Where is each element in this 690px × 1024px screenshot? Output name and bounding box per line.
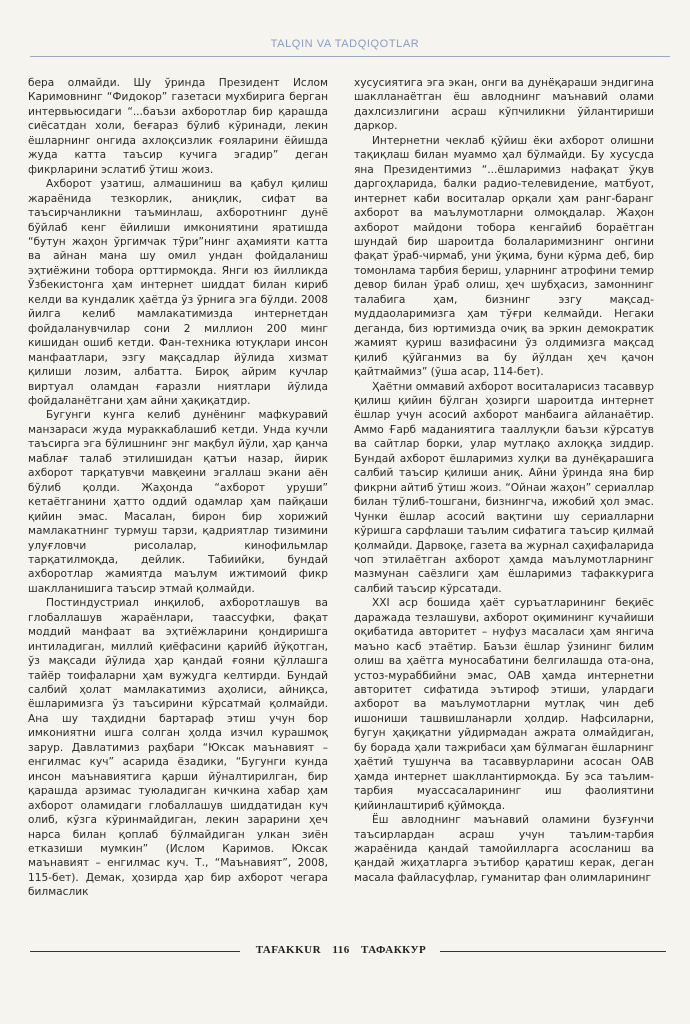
paragraph: Ёш авлоднинг маънавий оламини бузғунчи таъсирлардан асраш учун таълим-тарбия жараёнида қандай тамойилларга асосланиш ва қандай жиҳатларга эътибор қаратиш керак, деган масала файласуфлар, гуманитар фан олимларининг bbox=[354, 814, 654, 884]
paragraph: бера олмайди. Шу ўринда Президент Ислом Каримовнинг “Фидокор” газетаси мухбирига берган интервьюсидаги “...баъзи ахборотлар бир қарашда сиёсатдан холи, беғараз бўлиб кўринади, лекин ёшларнинг онгида ахлоқсизлик ғояларини ёйишда жуда катта таъсир кучига эгадир” деган фикрларини эслатиб ўтиш жоиз. bbox=[28, 77, 328, 176]
paragraph: Постиндустриал инқилоб, ахборотлашув ва глобаллашув жараёнлари, таассуфки, фақат моддий манфаат ва эҳтиёжларини қондиришга интиладиган, миллий қиёфасини қарийб йўқотган, ўз мақсади йўлида ҳар қандай ғояни қўллашга тайёр тоифаларни ҳам вужудга келтирди. Бундай салбий ҳолат мамлакатимиз аҳолиси, айниқса, ёшларимизга ўз таъсирини кўрсатмай қолмайди. Ана шу таҳдидни бартараф этиш учун бор имкониятни ишга солган ҳолда изчил курашмоқ зарур. Давлатимиз раҳбари “Юксак маънавият – енгилмас куч” асарида ёзадики, “Бугунги кунда инсон маънавиятига қарши йўналтирилган, бир қарашда арзимас туюладиган кичкина хабар ҳам ахборот оламидаги глобаллашув шиддатидан куч олиб, кўзга кўринмайдиган, лекин зарарини ҳеч нарса билан қоплаб бўлмайдиган улкан зиён етказиши мумкин” (Ислом Каримов. Юксак маънавият – енгилмас куч. Т., “Маънавият”, 2008, 115-бет). Демак, ҳозирда ҳар бир ахборот чегара билмаслик bbox=[28, 597, 328, 899]
paragraph: хусусиятига эга экан, онги ва дунёқараши эндигина шаклланаётган ёш авлоднинг маънавий олами дахлсизлигини асраш кўпчиликни ўйлантириши даркор. bbox=[354, 77, 654, 133]
left-text-column bbox=[28, 76, 328, 956]
paragraph: Интернетни чеклаб қўйиш ёки ахборот олишни тақиқлаш билан муаммо ҳал бўлмайди. Бу хусусда яна Президентимиз “...ёшларимиз нафақат ўқув даргоҳларида, балки радио-телевидение, матбуот, интернет каби воситалар орқали ҳам ранг-баранг ахборот ва маълумотларни олмоқдалар. Жаҳон ахборот майдони тобора кенгайиб бораётган шундай бир шароитда болаларимизнинг онгини фақат ўраб-чирмаб, уни ўқима, буни кўрма деб, бир томонлама тарбия бериш, уларнинг атрофини темир девор билан ўраб олиш, ҳеч шубҳасиз, замоннинг талабига ҳам, бизнинг эзгу мақсад-муддаоларимизга ҳам тўғри келмайди. Негаки деганда, биз юртимизда очиқ ва эркин демократик жамият қуриш вазифасини ўз олдимизга мақсад қилиб қўйганмиз ва бу йўлдан ҳеч қачон қайтмаймиз” (ўша асар, 114-бет). bbox=[354, 134, 654, 379]
paragraph: Бугунги кунга келиб дунёнинг мафкуравий манзараси жуда мураккаблашиб кетди. Унда кучли таъсирга эга бўлишнинг энг мақбул йўли, ҳар қанча маблағ талаб этилишидан қатъи назар, йирик ахборот тарқатувчи мавқеини эгаллаш экани аён бўлиб қолди. Жаҳонда “ахборот уруши” кетаётганини ҳатто оддий одамлар ҳам пайқаши қийин эмас. Масалан, бирон бир хорижий мамлакатнинг турмуш тарзи, қадриятлар тизимини улуғловчи рисолалар, кинофильмлар тарқатилмоқда, дейлик. Табиийки, бундай ахборотлар жамиятда маълум ижтимоий фикр шаклланишига таъсир этмай қолмайди. bbox=[28, 409, 328, 595]
page-number: 116 bbox=[332, 944, 350, 956]
page-footer bbox=[246, 944, 436, 956]
paragraph: Ҳаётни оммавий ахборот воситаларисиз тасаввур қилиш қийин бўлган ҳозирги шароитда интернет ёшлар учун асосий ахборот манбаига айланаётир. Аммо Ғарб маданиятига тааллуқли баъзи кўрсатув ва сайтлар борки, улар мутлақо ахлоққа зиддир. Бундай ахборот ёшларимиз хулқи ва дунёқарашига салбий таъсир қилиши аниқ. Айни ўринда яна бир фикрни айтиб ўтиш жоиз. “Ойнаи жаҳон” сериаллар билан тўлиб-тошгани, бизнингча, ижобий ҳол эмас. Чунки ёшлар асосий вақтини шу сериалларни кўришга сарфлаши таълим сифатига таъсир қилмай қолмайди. Дарвоқе, газета ва журнал саҳифаларида чоп этилаётган ахборот ҳамда маълумотларнинг мазмунан саёзлиги ҳам ёшларимиз тафаккурига салбий таъсир кўрсатади. bbox=[354, 380, 654, 595]
footer-divider-right bbox=[440, 951, 666, 952]
paragraph: XXI аср бошида ҳаёт суръатларининг беқиёс даражада тезлашуви, ахборот оқимининг кучайиши оқибатида авторитет – нуфуз масаласи ҳам янгича маъно касб этаётир. Баъзи ёшлар ўзининг билим олиш ва ҳаётга муносабатини белгилашда ота-она, устоз-мураббийни эмас, ОАВ ҳамда интернетни авторитет сифатида эътироф этиши, улардаги ахборот ва маълумотларни мутлақ чин деб ишониши ташвишланарли ҳолдир. Нафсиларни, бугун ҳақиқатни уйдирмадан ажрата олмайдиган, бу борада ҳали тажрибаси ҳам бўлмаган ёшларнинг ҳаётий тушунча ва тасаввурларини асосан ОАВ ҳамда интернет шакллантирмоқда. Бу эса таълим-тарбия муассасаларининг иш фаолиятини қийинлаштириб қўймоқда. bbox=[354, 597, 654, 812]
paragraph: Ахборот узатиш, алмашиниш ва қабул қилиш жараёнида тезкорлик, аниқлик, сифат ва таъсирчанликни таъминлаш, ахборотнинг дунё бўйлаб кенг ёйилиши имкониятини яратишда “бутун жаҳон ўргимчак тўри”нинг аҳамияти катта ва айнан мана шу омил ундан фойдаланиш эҳтиёжини тобора орттирмоқда. Янги юз йилликда Ўзбекистонга ҳам интернет шиддат билан кириб келди ва кундалик ҳаётда ўз ўрнига эга бўлди. 2008 йилга келиб мамлакатимизда интернетдан фойдаланувчилар сони 2 миллион 200 минг кишидан ошиб кетди. Фан-техника ютуқлари инсон манфаатлари, эзгу мақсадлар йўлида хизмат қилиши лозим, албатта. Бироқ айрим кучлар виртуал оламдан ғаразли ниятлари йўлида фойдаланётгани ҳам айни ҳақиқатдир. bbox=[28, 178, 328, 407]
footer-journal-latin: TAFAKKUR bbox=[255, 944, 322, 956]
footer-divider-left bbox=[30, 951, 240, 952]
right-text-column bbox=[354, 76, 654, 956]
footer-journal-cyrillic: ТАФАККУР bbox=[360, 944, 427, 956]
running-head-title: TALQIN VA TADQIQOTLAR bbox=[270, 38, 420, 50]
header-divider bbox=[30, 56, 670, 57]
